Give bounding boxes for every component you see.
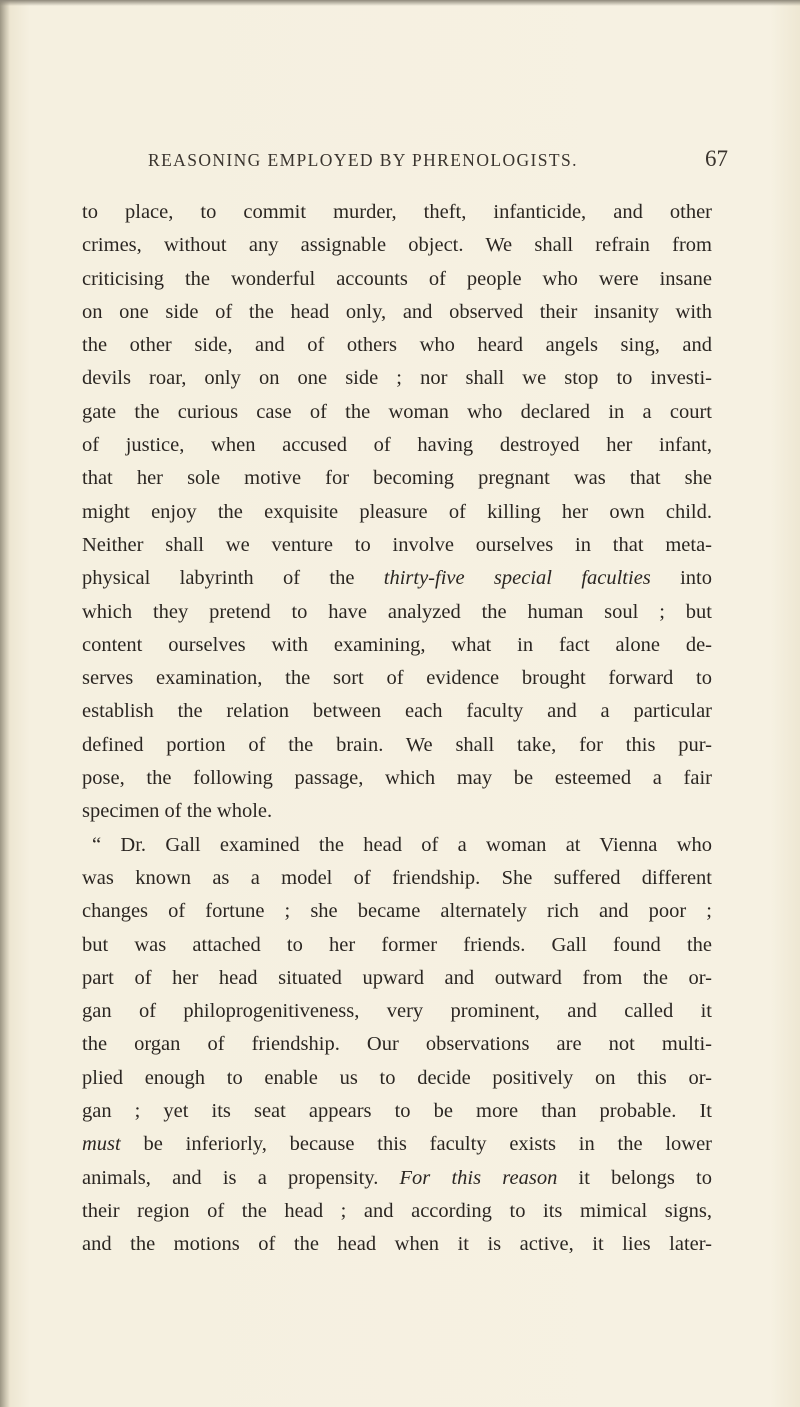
text-line bbox=[82, 462, 712, 495]
text-segment: their region of the head ; and according to its mimical signs, bbox=[82, 1199, 712, 1222]
text-line bbox=[82, 662, 712, 695]
text-line bbox=[82, 829, 712, 862]
page-spine-shadow bbox=[0, 0, 10, 1407]
text-segment: the other side, and of others who heard angels sing, and bbox=[82, 334, 712, 357]
text-segment: plied enough to enable us to decide positively on this or- bbox=[82, 1066, 712, 1089]
text-segment: of justice, when accused of having destroyed her infant, bbox=[82, 434, 712, 457]
text-segment: serves examination, the sort of evidence brought forward to bbox=[82, 667, 712, 690]
italic-text-segment: thirty-five special faculties bbox=[383, 567, 651, 590]
text-line bbox=[82, 1195, 712, 1228]
text-segment: was known as a model of friendship. She suffered different bbox=[82, 866, 712, 889]
italic-text-segment: For this reason bbox=[399, 1166, 558, 1189]
body-text bbox=[82, 196, 712, 1262]
text-line bbox=[82, 362, 712, 395]
running-head bbox=[148, 146, 728, 176]
text-segment: be inferiorly, because this faculty exists in the lower bbox=[120, 1133, 712, 1156]
text-line bbox=[82, 1028, 712, 1061]
text-line bbox=[82, 995, 712, 1028]
text-segment: crimes, without any assignable object. We shall refrain from bbox=[82, 234, 712, 257]
text-line bbox=[82, 1095, 712, 1128]
text-line bbox=[82, 629, 712, 662]
text-line bbox=[82, 329, 712, 362]
text-segment: to place, to commit murder, theft, infanticide, and other bbox=[82, 201, 712, 223]
text-line bbox=[82, 596, 712, 629]
text-segment: “ Dr. Gall examined the head of a woman at Vienna who bbox=[92, 833, 712, 856]
text-segment: specimen of the whole. bbox=[82, 800, 273, 823]
text-segment: physical labyrinth of the bbox=[82, 567, 384, 590]
text-segment: Neither shall we venture to involve ourselves in that meta- bbox=[82, 533, 712, 556]
text-segment: animals, and is a propensity. bbox=[82, 1166, 400, 1189]
text-segment: it belongs to bbox=[557, 1166, 712, 1189]
text-segment: defined portion of the brain. We shall take, for this pur- bbox=[82, 733, 712, 756]
text-segment: content ourselves with examining, what in fact alone de- bbox=[82, 633, 712, 656]
text-line bbox=[82, 529, 712, 562]
text-line bbox=[82, 762, 712, 795]
page-number: 67 bbox=[705, 146, 728, 171]
text-line bbox=[82, 263, 712, 296]
text-segment: and the motions of the head when it is active, it lies later- bbox=[82, 1233, 712, 1256]
text-segment: establish the relation between each faculty and a particular bbox=[82, 700, 712, 723]
text-segment: but was attached to her former friends. Gall found the bbox=[82, 933, 712, 956]
text-line bbox=[82, 562, 712, 595]
text-segment: might enjoy the exquisite pleasure of killing her own child. bbox=[82, 500, 712, 523]
text-line bbox=[82, 862, 712, 895]
text-line bbox=[82, 496, 712, 529]
text-segment: into bbox=[650, 567, 712, 590]
text-line bbox=[82, 1128, 712, 1161]
text-segment: pose, the following passage, which may be esteemed a fair bbox=[82, 767, 712, 790]
text-line bbox=[82, 1162, 712, 1195]
text-line bbox=[82, 296, 712, 329]
text-segment: part of her head situated upward and outward from the or- bbox=[82, 966, 712, 989]
text-segment: gate the curious case of the woman who declared in a court bbox=[82, 400, 712, 423]
text-segment: gan ; yet its seat appears to be more than probable. It bbox=[82, 1100, 712, 1123]
text-segment: gan of philoprogenitiveness, very prominent, and called it bbox=[82, 1000, 712, 1023]
text-line bbox=[82, 196, 712, 229]
text-line bbox=[82, 1062, 712, 1095]
page-top-edge bbox=[0, 0, 800, 6]
text-segment: which they pretend to have analyzed the human soul ; but bbox=[82, 600, 712, 623]
text-line bbox=[82, 895, 712, 928]
text-line bbox=[82, 396, 712, 429]
text-segment: that her sole motive for becoming pregnant was that she bbox=[82, 467, 712, 490]
text-segment: devils roar, only on one side ; nor shall we stop to investi- bbox=[82, 367, 712, 390]
text-line bbox=[82, 1228, 712, 1261]
text-segment: changes of fortune ; she became alternately rich and poor ; bbox=[82, 900, 712, 923]
text-segment: the organ of friendship. Our observations are not multi- bbox=[82, 1033, 712, 1056]
text-segment: on one side of the head only, and observed their insanity with bbox=[82, 300, 712, 323]
text-line bbox=[82, 695, 712, 728]
text-line bbox=[82, 429, 712, 462]
text-line bbox=[82, 795, 712, 828]
running-title: REASONING EMPLOYED BY PHRENOLOGISTS. bbox=[148, 150, 578, 170]
text-line bbox=[82, 729, 712, 762]
text-line bbox=[82, 962, 712, 995]
italic-text-segment: must bbox=[82, 1133, 121, 1156]
text-line bbox=[82, 229, 712, 262]
text-line bbox=[82, 929, 712, 962]
text-segment: criticising the wonderful accounts of people who were insane bbox=[82, 267, 712, 290]
